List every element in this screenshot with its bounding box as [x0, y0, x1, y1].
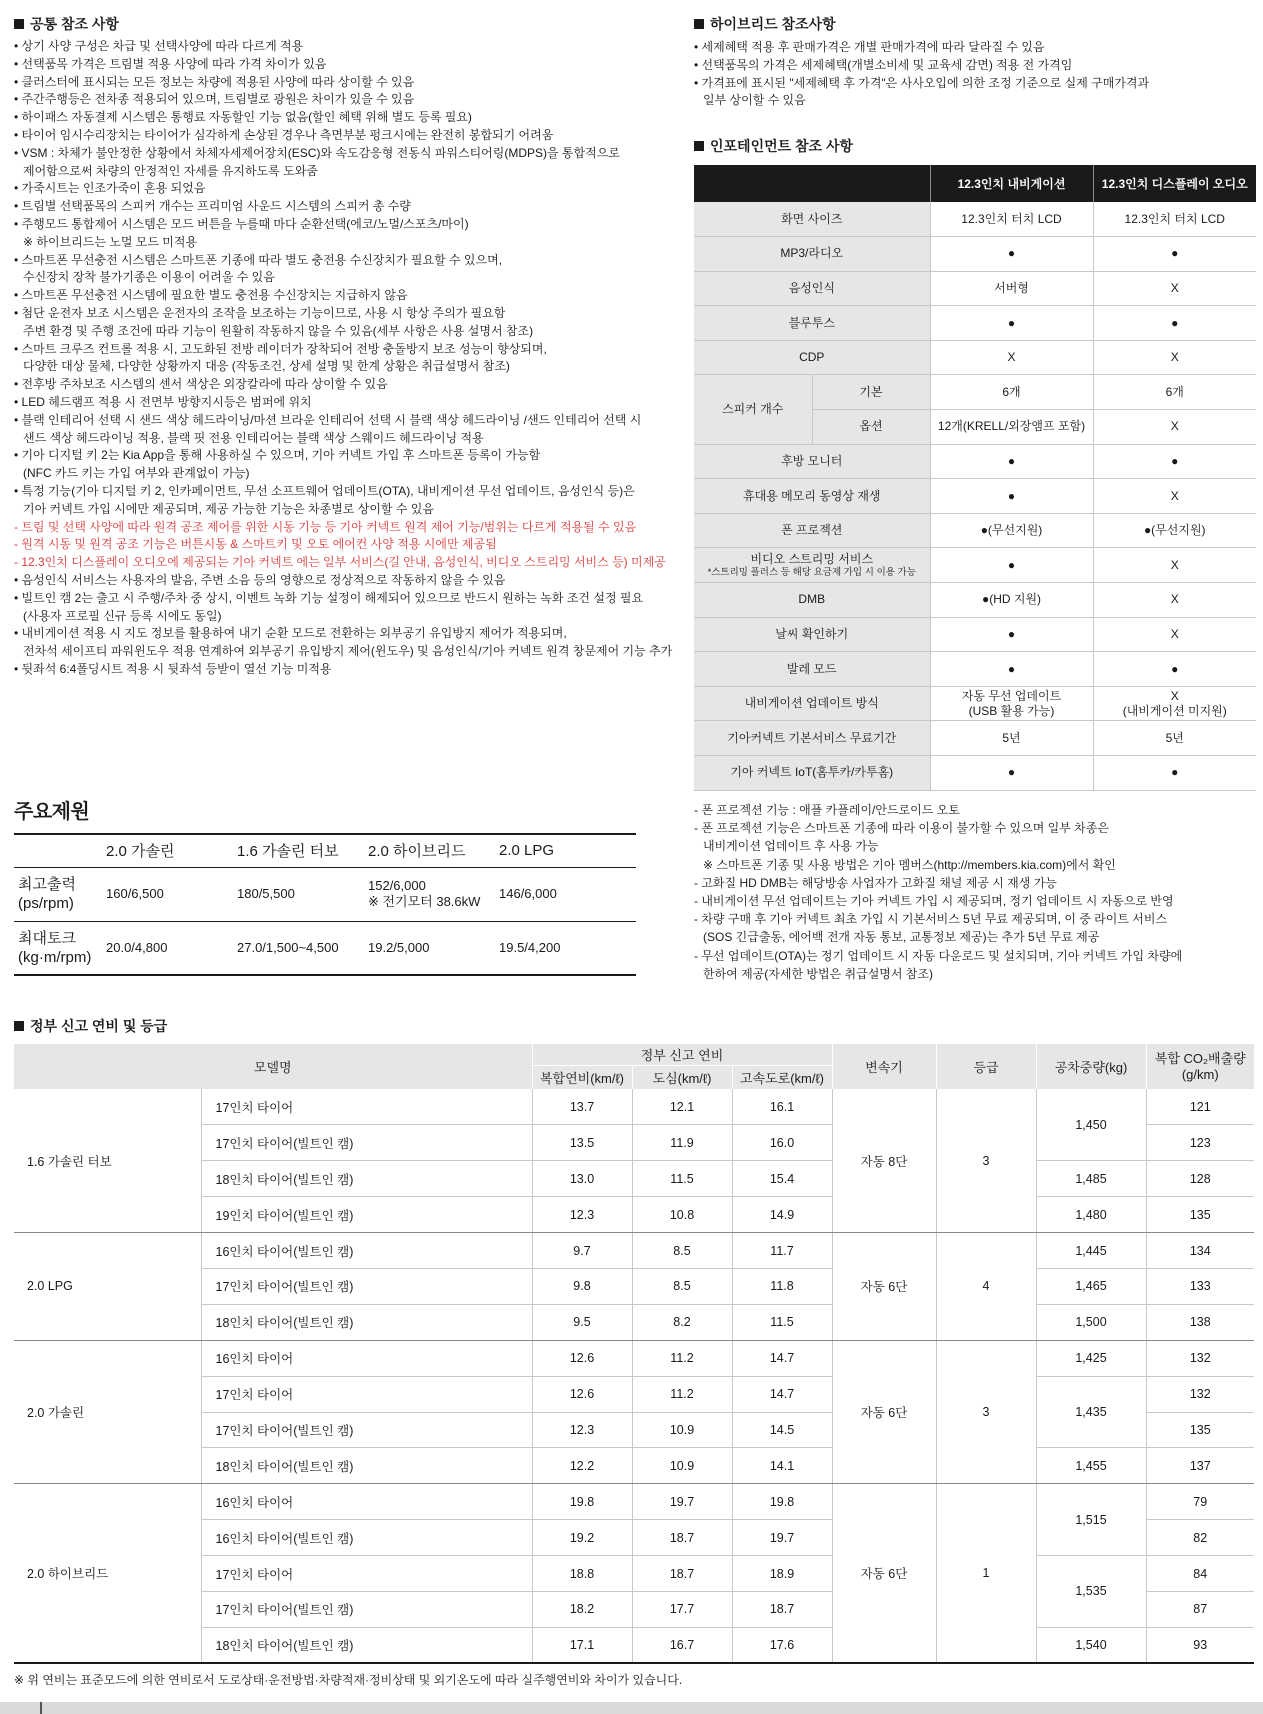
fuel-tire-cell: 17인치 타이어: [201, 1376, 532, 1412]
fuel-city-cell: 10.9: [632, 1412, 732, 1448]
fuel-city-cell: 8.5: [632, 1268, 732, 1304]
fuel-co2-cell: 132: [1146, 1340, 1254, 1376]
common-note-item: - 원격 시동 및 원격 공조 기능은 버튼시동 & 스마트키 및 오토 에어컨 사양 적용 시에만 제공됨: [14, 537, 497, 552]
common-note-item: • 특정 기능(기아 디지털 키 2, 인카페이먼트, 무선 소프트웨어 업데이트(OTA), 내비게이션 무선 업데이트, 음성인식 등)은 기아 커넥트 가입 시에만 제공되며, 제공 가능한 기능은 차종별로 상이할 수 있음: [14, 483, 635, 516]
fuel-city-cell: 8.2: [632, 1304, 732, 1340]
fuel-model-cell: 1.6 가솔린 터보: [14, 1089, 201, 1233]
infotainment-row-label: [694, 686, 930, 721]
fuel-tire-cell: 17인치 타이어(빌트인 캠): [201, 1591, 532, 1627]
infotainment-nav-value: 5년: [930, 721, 1093, 756]
fuel-highway-cell: 15.4: [732, 1161, 832, 1197]
fuel-weight-cell: 1,465: [1036, 1268, 1146, 1304]
infotainment-audio-value: ●: [1093, 237, 1256, 272]
fuel-co2-cell: 79: [1146, 1484, 1254, 1520]
fuel-co2-cell: 137: [1146, 1448, 1254, 1484]
fuel-co2-cell: 134: [1146, 1233, 1254, 1269]
common-note-item: • 빌트인 캠 2는 출고 시 주행/주차 중 상시, 이벤트 녹화 기능 설정이 해제되어 있으므로 반드시 원하는 녹화 조건 설정 필요 (사용자 프로필 신규 등록 시에도 동일): [14, 590, 644, 623]
fuel-highway-cell: 14.7: [732, 1340, 832, 1376]
fuel-city-cell: 19.7: [632, 1484, 732, 1520]
common-note-item: • 스마트폰 무선충전 시스템은 스마트폰 기종에 따라 별도 충전용 수신장치가 필요할 수 있으며, 수신장치 장착 불가기종은 이용이 어려울 수 있음: [14, 252, 503, 285]
infotainment-table: [694, 165, 1256, 791]
infotainment-nav-value: 서버형: [930, 271, 1093, 306]
infotainment-nav-value: 6개: [930, 375, 1093, 410]
infotainment-row: [694, 444, 1256, 479]
common-notes-title: 공통 참조 사항: [30, 16, 119, 32]
infotainment-label-text: 날씨 확인하기: [775, 626, 849, 641]
fuel-tire-cell: 16인치 타이어(빌트인 캠): [201, 1520, 532, 1556]
common-note-item: • 스마트폰 무선충전 시스템에 필요한 별도 충전용 수신장치는 지급하지 않음: [14, 288, 408, 303]
infotainment-row: [694, 375, 1256, 410]
bottom-bar-marker: [40, 1702, 42, 1714]
fuel-combined-cell: 12.6: [532, 1340, 632, 1376]
specs-value: 180/5,500: [233, 867, 364, 921]
fuel-weight-cell: 1,500: [1036, 1304, 1146, 1340]
fuel-city-cell: 10.8: [632, 1197, 732, 1233]
fuel-highway-cell: 19.7: [732, 1520, 832, 1556]
infotainment-nav-value: ●: [930, 617, 1093, 652]
specs-table: [14, 833, 636, 976]
specs-header-engine: 2.0 하이브리드: [364, 834, 495, 867]
fuel-header-combined: 복합연비(km/ℓ): [532, 1065, 632, 1089]
fuel-grade-cell: 3: [936, 1340, 1036, 1484]
fuel-highway-cell: 18.7: [732, 1591, 832, 1627]
common-note-item: • 상기 사양 구성은 차급 및 선택사양에 따라 다르게 적용: [14, 39, 304, 53]
fuel-city-cell: 12.1: [632, 1089, 732, 1125]
fuel-tire-cell: 17인치 타이어(빌트인 캠): [201, 1125, 532, 1161]
specs-value: 19.5/4,200: [499, 939, 561, 955]
fuel-highway-cell: 19.8: [732, 1484, 832, 1520]
infotainment-row-label: [694, 617, 930, 652]
infotainment-label-text: 후방 모니터: [781, 453, 843, 468]
hybrid-note-item: • 가격표에 표시된 "세제혜택 후 가격"은 사사오입에 의한 조정 기준으로 실제 구매가격과 일부 상이할 수 있음: [694, 75, 1150, 108]
fuel-co2-cell: 93: [1146, 1627, 1254, 1663]
infotainment-row: [694, 548, 1256, 583]
infotainment-row: [694, 479, 1256, 514]
fuel-header-highway: 고속도로(km/ℓ): [732, 1065, 832, 1089]
specs-value: 160/6,500: [102, 867, 233, 921]
fuel-co2-cell: 133: [1146, 1268, 1254, 1304]
fuel-combined-cell: 9.5: [532, 1304, 632, 1340]
infotainment-label-text: 기아 커넥트 IoT(홈투카/카투홈): [730, 765, 894, 780]
fuel-co2-cell: 82: [1146, 1520, 1254, 1556]
fuel-weight-cell: 1,515: [1036, 1484, 1146, 1556]
common-notes-list: [14, 38, 674, 679]
fuel-tire-cell: 17인치 타이어(빌트인 캠): [201, 1412, 532, 1448]
infotainment-row-label: 스피커 개수: [694, 375, 812, 444]
infotainment-audio-value: ●: [1093, 306, 1256, 341]
fuel-weight-cell: 1,535: [1036, 1556, 1146, 1628]
fuel-highway-cell: 14.5: [732, 1412, 832, 1448]
infotainment-row-label: [694, 271, 930, 306]
common-note-item: • VSM : 차체가 불안정한 상황에서 차체자세제어장치(ESC)와 속도감응형 전동식 파워스티어링(MDPS)을 통합적으로 제어함으로써 차량의 안정적인 자세를 유지하도록 도와줌: [14, 145, 620, 178]
fuel-highway-cell: 16.0: [732, 1125, 832, 1161]
infotainment-note-item: - 무선 업데이트(OTA)는 정기 업데이트 시 자동 다운로드 및 설치되며, 기아 커넥트 가입 차량에 한하여 제공(자세한 방법은 취급설명서 참조): [694, 948, 1183, 981]
fuel-city-cell: 17.7: [632, 1591, 732, 1627]
fuel-highway-cell: 18.9: [732, 1556, 832, 1592]
common-note-item: • 기아 디지털 키 2는 Kia App을 통해 사용하실 수 있으며, 기아 커넥트 가입 후 스마트폰 등록이 가능함 (NFC 카드 키는 가입 여부와 관계없이 가능): [14, 448, 541, 481]
fuel-efficiency-title: 정부 신고 연비 및 등급: [30, 1018, 168, 1034]
fuel-transmission-cell: 자동 8단: [832, 1089, 936, 1233]
specs-header-engine: 2.0 가솔린: [102, 834, 233, 867]
fuel-weight-cell: 1,450: [1036, 1089, 1146, 1161]
infotainment-label-text: 폰 프로젝션: [781, 523, 843, 538]
common-note-item: • 주행모드 통합제어 시스템은 모드 버튼을 누를때 마다 순환선택(에코/노멀/스포츠/마이) ※ 하이브리드는 노멀 모드 미적용: [14, 216, 469, 249]
fuel-efficiency-table: [14, 1044, 1254, 1664]
infotainment-nav-value: ●: [930, 548, 1093, 583]
fuel-city-cell: 11.2: [632, 1340, 732, 1376]
fuel-weight-cell: 1,445: [1036, 1233, 1146, 1269]
fuel-tire-cell: 17인치 타이어: [201, 1556, 532, 1592]
infotainment-row: [694, 237, 1256, 272]
infotainment-row-label: [694, 340, 930, 375]
fuel-efficiency-heading: [14, 1016, 1254, 1036]
fuel-tire-cell: 18인치 타이어(빌트인 캠): [201, 1448, 532, 1484]
infotainment-row-label: [694, 306, 930, 341]
fuel-model-cell: 2.0 LPG: [14, 1233, 201, 1341]
fuel-weight-cell: 1,485: [1036, 1161, 1146, 1197]
infotainment-note-item: - 폰 프로젝션 기능 : 애플 카플레이/안드로이드 오토: [694, 803, 960, 817]
fuel-co2-cell: 121: [1146, 1089, 1254, 1125]
fuel-weight-cell: 1,435: [1036, 1376, 1146, 1448]
common-note-item: • 스마트 크루즈 컨트롤 적용 시, 고도화된 전방 레이더가 장착되어 전방 충돌방지 보조 성능이 향상되며, 다양한 대상 물체, 다양한 상황까지 대응 (작동조건, 상세 설명 및 한계 상황은 취급설명서 참조): [14, 341, 547, 374]
infotainment-label-text: 휴대용 메모리 동영상 재생: [742, 488, 881, 503]
fuel-tire-cell: 16인치 타이어: [201, 1340, 532, 1376]
fuel-city-cell: 11.2: [632, 1376, 732, 1412]
fuel-co2-cell: 123: [1146, 1125, 1254, 1161]
infotainment-row: [694, 652, 1256, 687]
infotainment-label-text: 블루투스: [788, 315, 835, 330]
fuel-combined-cell: 13.0: [532, 1161, 632, 1197]
square-bullet-icon: [14, 19, 24, 29]
fuel-city-cell: 8.5: [632, 1233, 732, 1269]
specs-value: 19.2/5,000: [368, 939, 430, 955]
fuel-co2-cell: 87: [1146, 1591, 1254, 1627]
infotainment-audio-value: X: [1093, 548, 1256, 583]
fuel-combined-cell: 19.2: [532, 1520, 632, 1556]
fuel-header-transmission: 변속기: [832, 1044, 936, 1089]
infotainment-section: [694, 136, 1254, 791]
infotainment-row: [694, 202, 1256, 237]
fuel-combined-cell: 13.5: [532, 1125, 632, 1161]
infotainment-row: [694, 686, 1256, 721]
fuel-row: [14, 1340, 1254, 1376]
fuel-weight-cell: 1,425: [1036, 1340, 1146, 1376]
specs-value: 20.0/4,800: [106, 939, 168, 955]
infotainment-row-sublabel: 옵션: [812, 410, 930, 445]
fuel-tire-cell: 19인치 타이어(빌트인 캠): [201, 1197, 532, 1233]
fuel-city-cell: 18.7: [632, 1520, 732, 1556]
infotainment-label-text: MP3/라디오: [780, 246, 844, 261]
infotainment-audio-value: X: [1093, 617, 1256, 652]
specs-value: 27.0/1,500~4,500: [237, 939, 339, 955]
common-note-item: - 트림 및 선택 사양에 따라 원격 공조 제어를 위한 시동 기능 등 기아 커넥트 원격 제어 기능/범위는 다르게 적용될 수 있음: [14, 519, 637, 534]
common-note-item: • 타이어 임시수리장치는 타이어가 심각하게 손상된 경우나 측면부분 펑크시에는 완전히 봉합되기 어려움: [14, 127, 554, 142]
infotainment-heading: [694, 136, 1254, 156]
fuel-highway-cell: 11.8: [732, 1268, 832, 1304]
infotainment-header-audio: 12.3인치 디스플레이 오디오: [1093, 165, 1256, 202]
infotainment-audio-value: X: [1093, 410, 1256, 445]
infotainment-nav-value: ●(HD 지원): [930, 583, 1093, 618]
fuel-highway-cell: 14.1: [732, 1448, 832, 1484]
infotainment-audio-value: X (내비게이션 미지원): [1093, 686, 1256, 721]
fuel-model-cell: 2.0 하이브리드: [14, 1484, 201, 1663]
infotainment-audio-value: ●(무선지원): [1093, 513, 1256, 548]
hybrid-notes-title: 하이브리드 참조사항: [710, 16, 836, 32]
fuel-row: [14, 1233, 1254, 1269]
infotainment-label-text: 기아커넥트 기본서비스 무료기간: [727, 730, 897, 745]
infotainment-row-label: [694, 756, 930, 791]
fuel-highway-cell: 14.9: [732, 1197, 832, 1233]
infotainment-row-label: [694, 237, 930, 272]
fuel-highway-cell: 11.5: [732, 1304, 832, 1340]
hybrid-note-item: • 선택품목의 가격은 세제혜택(개별소비세 및 교육세 감면) 적용 전 가격임: [694, 57, 1073, 72]
infotainment-row: [694, 756, 1256, 791]
fuel-transmission-cell: 자동 6단: [832, 1484, 936, 1663]
fuel-combined-cell: 12.6: [532, 1376, 632, 1412]
infotainment-nav-value: ●: [930, 479, 1093, 514]
fuel-city-cell: 11.9: [632, 1125, 732, 1161]
fuel-header-co2: 복합 CO₂배출량 (g/km): [1146, 1044, 1254, 1089]
infotainment-row: [694, 306, 1256, 341]
infotainment-row-label: [694, 202, 930, 237]
specs-value: 152/6,000 ※ 전기모터 38.6kW: [364, 867, 495, 921]
infotainment-label-text: CDP: [799, 350, 825, 365]
bottom-bar: [0, 1702, 1263, 1714]
infotainment-label-text: 비디오 스트리밍 서비스: [750, 551, 874, 566]
infotainment-audio-value: 6개: [1093, 375, 1256, 410]
infotainment-row-label: [694, 652, 930, 687]
fuel-co2-cell: 84: [1146, 1556, 1254, 1592]
common-note-item: • LED 헤드램프 적용 시 전면부 방향지시등은 범퍼에 위치: [14, 394, 312, 409]
infotainment-note-item: - 고화질 HD DMB는 해당방송 사업자가 고화질 채널 제공 시 재생 가능: [694, 875, 1057, 890]
fuel-transmission-cell: 자동 6단: [832, 1340, 936, 1484]
specs-row-label: 최대토크 (kg·m/rpm): [18, 929, 92, 966]
fuel-grade-cell: 3: [936, 1089, 1036, 1233]
fuel-city-cell: 10.9: [632, 1448, 732, 1484]
infotainment-row-label: [694, 548, 930, 583]
common-note-item: • 뒷좌석 6:4폴딩시트 적용 시 뒷좌석 등받이 열선 기능 미적용: [14, 661, 332, 676]
fuel-combined-cell: 18.2: [532, 1591, 632, 1627]
fuel-model-cell: 2.0 가솔린: [14, 1340, 201, 1484]
infotainment-row-label: [694, 721, 930, 756]
fuel-tire-cell: 18인치 타이어(빌트인 캠): [201, 1161, 532, 1197]
infotainment-row-label: [694, 479, 930, 514]
hybrid-note-item: • 세제혜택 적용 후 판매가격은 개별 판매가격에 따라 달라질 수 있음: [694, 40, 1045, 54]
fuel-tire-cell: 17인치 타이어: [201, 1089, 532, 1125]
hybrid-notes-list: [694, 39, 1254, 110]
infotainment-audio-value: ●: [1093, 652, 1256, 687]
infotainment-label-text: 발레 모드: [786, 661, 837, 676]
fuel-tire-cell: 16인치 타이어: [201, 1484, 532, 1520]
infotainment-row: [694, 271, 1256, 306]
infotainment-nav-value: ●: [930, 306, 1093, 341]
fuel-tire-cell: 16인치 타이어(빌트인 캠): [201, 1233, 532, 1269]
fuel-combined-cell: 13.7: [532, 1089, 632, 1125]
infotainment-header-row: [694, 165, 1256, 202]
fuel-transmission-cell: 자동 6단: [832, 1233, 936, 1341]
fuel-header-city: 도심(km/ℓ): [632, 1065, 732, 1089]
infotainment-note-item: - 차량 구매 후 기아 커넥트 최초 가입 시 기본서비스 5년 무료 제공되며, 이 중 라이트 서비스 (SOS 긴급출동, 에어백 전개 자동 통보, 교통정보 제공)는 추가 5년 무료 제공: [694, 912, 1168, 945]
common-note-item: • 블랙 인테리어 선택 시 샌드 색상 헤드라이닝/마션 브라운 인테리어 선택 시 블랙 색상 헤드라이닝 /샌드 인테리어 선택 시 샌드 색상 헤드라이닝 적용, 블랙 핏 전용 인테리어는 블랙 색상 스웨이드 헤드라이닝 적용: [14, 412, 642, 445]
fuel-tire-cell: 17인치 타이어(빌트인 캠): [201, 1268, 532, 1304]
infotainment-note-item: - 폰 프로젝션 기능은 스마트폰 기종에 따라 이용이 불가할 수 있으며 일부 차종은 내비게이션 업데이트 후 사용 가능 ※ 스마트폰 기종 및 사용 방법은 기아 멤버스(http://members.kia.com)에서 확인: [694, 821, 1116, 872]
infotainment-audio-value: X: [1093, 583, 1256, 618]
common-note-item: • 하이패스 자동결제 시스템은 통행료 자동할인 기능 없음(할인 혜택 위해 별도 등록 필요): [14, 110, 472, 125]
fuel-highway-cell: 14.7: [732, 1376, 832, 1412]
square-bullet-icon: [14, 1021, 24, 1031]
infotainment-nav-value: ●: [930, 652, 1093, 687]
fuel-row: [14, 1484, 1254, 1520]
fuel-combined-cell: 9.8: [532, 1268, 632, 1304]
specs-row: [14, 867, 636, 921]
infotainment-notes-list: [694, 801, 1254, 983]
infotainment-label-text: 화면 사이즈: [781, 211, 843, 226]
common-notes-heading: [14, 14, 674, 34]
fuel-tire-cell: 18인치 타이어(빌트인 캠): [201, 1304, 532, 1340]
infotainment-audio-value: X: [1093, 479, 1256, 514]
hybrid-notes-section: [694, 14, 1254, 110]
common-note-item: - 12.3인치 디스플레이 오디오에 제공되는 기아 커넥트 에는 일부 서비스(길 안내, 음성인식, 비디오 스트리밍 서비스 등) 미제공: [14, 555, 666, 570]
specs-header-blank: [14, 834, 102, 867]
fuel-co2-cell: 138: [1146, 1304, 1254, 1340]
common-note-item: • 전후방 주차보조 시스템의 센서 색상은 외장칼라에 따라 상이할 수 있음: [14, 377, 388, 392]
fuel-combined-cell: 12.3: [532, 1412, 632, 1448]
infotainment-header-nav: 12.3인치 내비게이션: [930, 165, 1093, 202]
square-bullet-icon: [694, 19, 704, 29]
infotainment-header-blank: [694, 165, 930, 202]
specs-header-engine: 1.6 가솔린 터보: [233, 834, 364, 867]
fuel-weight-cell: 1,480: [1036, 1197, 1146, 1233]
fuel-highway-cell: 11.7: [732, 1233, 832, 1269]
infotainment-row: [694, 721, 1256, 756]
fuel-combined-cell: 9.7: [532, 1233, 632, 1269]
common-note-item: • 첨단 운전자 보조 시스템은 운전자의 조작을 보조하는 기능이므로, 사용 시 항상 주의가 필요함 주변 환경 및 주행 조건에 따라 기능이 원활히 작동하지 않을 수 있음(세부 사항은 사용 설명서 참조): [14, 305, 534, 338]
specs-section: [14, 795, 636, 976]
infotainment-audio-value: 12.3인치 터치 LCD: [1093, 202, 1256, 237]
fuel-city-cell: 18.7: [632, 1556, 732, 1592]
common-notes-section: [14, 14, 674, 679]
infotainment-audio-value: 5년: [1093, 721, 1256, 756]
infotainment-row: [694, 513, 1256, 548]
infotainment-label-text: DMB: [798, 592, 826, 607]
infotainment-nav-value: 자동 무선 업데이트 (USB 활용 가능): [930, 686, 1093, 721]
infotainment-title: 인포테인먼트 참조 사항: [710, 138, 854, 154]
fuel-header-row: [14, 1044, 1254, 1065]
infotainment-row: [694, 617, 1256, 652]
fuel-header-efficiency: 정부 신고 연비: [532, 1044, 832, 1065]
infotainment-nav-value: X: [930, 340, 1093, 375]
infotainment-row-label: [694, 513, 930, 548]
fuel-efficiency-section: [14, 1016, 1254, 1664]
infotainment-nav-value: ●: [930, 444, 1093, 479]
infotainment-note-item: - 내비게이션 무선 업데이트는 기아 커넥트 가입 시 제공되며, 정기 업데이트 시 자동으로 반영: [694, 894, 1174, 909]
fuel-footnote: ※ 위 연비는 표준모드에 의한 연비로서 도로상태·운전방법·차량적재·정비상태 및 외기온도에 따라 실주행연비와 차이가 있습니다.: [14, 1673, 683, 1687]
common-note-item: • 클러스터에 표시되는 모든 정보는 차량에 적용된 사양에 따라 상이할 수 있음: [14, 74, 415, 89]
common-note-item: • 가죽시트는 인조가죽이 혼용 되었음: [14, 181, 206, 196]
fuel-tire-cell: 18인치 타이어(빌트인 캠): [201, 1627, 532, 1663]
fuel-weight-cell: 1,455: [1036, 1448, 1146, 1484]
fuel-header-model: 모델명: [14, 1044, 532, 1089]
infotainment-nav-value: ●(무선지원): [930, 513, 1093, 548]
fuel-co2-cell: 132: [1146, 1376, 1254, 1412]
common-note-item: • 선택품목 가격은 트림별 적용 사양에 따라 가격 차이가 있음: [14, 56, 327, 71]
fuel-grade-cell: 1: [936, 1484, 1036, 1663]
fuel-header-weight: 공차중량(kg): [1036, 1044, 1146, 1089]
fuel-grade-cell: 4: [936, 1233, 1036, 1341]
infotainment-audio-value: X: [1093, 271, 1256, 306]
common-note-item: • 주간주행등은 전차종 적용되어 있으며, 트림별로 광원은 차이가 있을 수 있음: [14, 92, 415, 107]
fuel-combined-cell: 17.1: [532, 1627, 632, 1663]
infotainment-row: [694, 340, 1256, 375]
infotainment-row: [694, 583, 1256, 618]
fuel-city-cell: 11.5: [632, 1161, 732, 1197]
fuel-combined-cell: 12.2: [532, 1448, 632, 1484]
fuel-row: [14, 1089, 1254, 1125]
common-note-item: • 음성인식 서비스는 사용자의 발음, 주변 소음 등의 영향으로 정상적으로 작동하지 않을 수 있음: [14, 572, 506, 587]
specs-header-row: [14, 834, 636, 867]
specs-row-label: 최고출력 (ps/rpm): [14, 867, 102, 921]
infotainment-audio-value: ●: [1093, 444, 1256, 479]
fuel-highway-cell: 16.1: [732, 1089, 832, 1125]
infotainment-label-text: 음성인식: [788, 280, 835, 295]
specs-title: 주요제원: [14, 801, 90, 823]
infotainment-audio-value: X: [1093, 340, 1256, 375]
infotainment-nav-value: ●: [930, 756, 1093, 791]
fuel-co2-cell: 135: [1146, 1412, 1254, 1448]
specs-header-engine: 2.0 LPG: [495, 834, 636, 867]
fuel-weight-cell: 1,540: [1036, 1627, 1146, 1663]
fuel-header-grade: 등급: [936, 1044, 1036, 1089]
infotainment-label-text: 내비게이션 업데이트 방식: [744, 696, 879, 711]
infotainment-label-note: *스트리밍 플러스 등 해당 요금제 가입 시 이용 가능: [707, 566, 916, 578]
fuel-co2-cell: 128: [1146, 1161, 1254, 1197]
hybrid-notes-heading: [694, 14, 1254, 34]
fuel-city-cell: 16.7: [632, 1627, 732, 1663]
fuel-co2-cell: 135: [1146, 1197, 1254, 1233]
fuel-combined-cell: 18.8: [532, 1556, 632, 1592]
infotainment-audio-value: ●: [1093, 756, 1256, 791]
infotainment-row-label: [694, 583, 930, 618]
infotainment-row-sublabel: 기본: [812, 375, 930, 410]
common-note-item: • 트림별 선택품목의 스피커 개수는 프리미엄 사운드 시스템의 스피커 총 수량: [14, 199, 411, 214]
fuel-combined-cell: 19.8: [532, 1484, 632, 1520]
square-bullet-icon: [694, 141, 704, 151]
infotainment-row-label: [694, 444, 930, 479]
specs-row: [14, 921, 636, 975]
fuel-combined-cell: 12.3: [532, 1197, 632, 1233]
fuel-highway-cell: 17.6: [732, 1627, 832, 1663]
common-note-item: • 내비게이션 적용 시 지도 정보를 활용하여 내기 순환 모드로 전환하는 외부공기 유입방지 제어가 적용되며, 전차석 세이프티 파워윈도우 적용 연계하여 외부공기 유입방지 제어(윈도우) 및 음성인식/기아 커넥트 원격 창문제어 기능 추가: [14, 626, 673, 659]
infotainment-nav-value: 12개(KRELL/외장앰프 포함): [930, 410, 1093, 445]
infotainment-nav-value: ●: [930, 237, 1093, 272]
infotainment-nav-value: 12.3인치 터치 LCD: [930, 202, 1093, 237]
specs-value: 146/6,000: [495, 867, 636, 921]
